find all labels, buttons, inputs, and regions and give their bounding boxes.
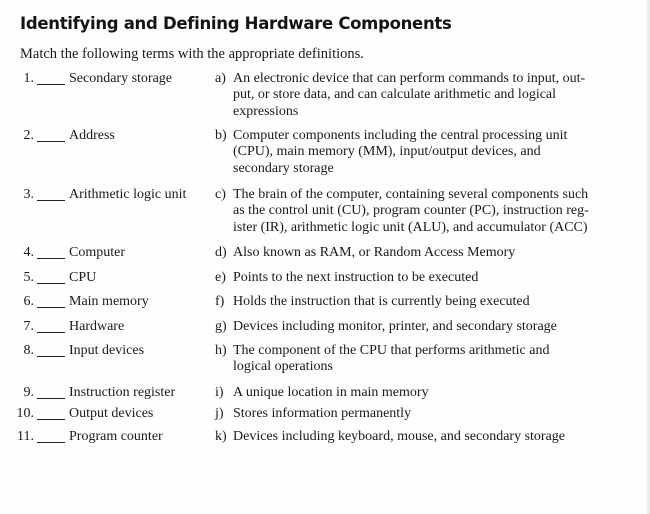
definition-line: expressions [233, 103, 299, 119]
term-label: Address [69, 128, 115, 143]
term-label: Hardware [69, 319, 125, 334]
definition-letter: f) [215, 294, 225, 309]
item-number: 6. [23, 294, 34, 309]
definition-text [233, 294, 593, 310]
answer-blank [37, 84, 65, 85]
answer-blank [37, 419, 65, 420]
definition-line: A unique location in main memory [233, 385, 429, 400]
term-label: Instruction register [69, 385, 176, 400]
answer-blank [37, 307, 65, 308]
item-number: 11. [17, 429, 34, 444]
page-title: Identifying and Defining Hardware Components [20, 14, 452, 33]
definition-line: logical operations [233, 359, 333, 375]
instructions: Match the following terms with the appropriate definitions. [20, 46, 364, 62]
definition-letter: a) [215, 71, 226, 86]
definition-text [233, 71, 593, 120]
definition-line: ister (IR), arithmetic logic unit (ALU), and accumulator (ACC) [233, 219, 588, 235]
answer-blank [37, 356, 65, 357]
answer-blank [37, 258, 65, 259]
definition-letter: i) [215, 385, 224, 400]
term-label: Program counter [69, 429, 163, 444]
term-label: CPU [69, 270, 97, 285]
definition-line: Holds the instruction that is currently being executed [233, 294, 530, 309]
answer-blank [37, 200, 65, 201]
definition-text [233, 270, 593, 286]
definition-text [233, 406, 593, 422]
page-edge-shadow [646, 0, 650, 514]
answer-blank [37, 283, 65, 284]
definition-line: The component of the CPU that performs arithmetic and [233, 343, 550, 358]
term-label: Main memory [69, 294, 149, 309]
item-number: 3. [23, 187, 34, 202]
definition-line: (CPU), main memory (MM), input/output devices, and [233, 144, 541, 160]
item-number: 10. [16, 406, 34, 421]
definition-line: as the control unit (CU), program counter (PC), instruction reg- [233, 203, 589, 219]
item-number: 4. [23, 245, 34, 260]
answer-blank [37, 442, 65, 443]
definition-letter: c) [215, 187, 226, 202]
definition-line: Points to the next instruction to be executed [233, 270, 479, 285]
definition-letter: g) [215, 319, 227, 334]
definition-line: Stores information permanently [233, 406, 412, 421]
item-number: 1. [23, 71, 34, 86]
term-label: Arithmetic logic unit [69, 187, 187, 202]
definition-text [233, 187, 593, 236]
answer-blank [37, 332, 65, 333]
item-number: 9. [23, 385, 34, 400]
answer-blank [37, 398, 65, 399]
definition-line: The brain of the computer, containing several components such [233, 187, 589, 202]
definition-line: secondary storage [233, 160, 334, 176]
definition-letter: b) [215, 128, 227, 143]
definition-text [233, 385, 593, 401]
definition-line: Devices including monitor, printer, and secondary storage [233, 319, 557, 334]
definition-line: Also known as RAM, or Random Access Memory [233, 245, 516, 260]
definition-letter: h) [215, 343, 227, 358]
term-label: Secondary storage [69, 71, 173, 86]
definition-letter: k) [215, 429, 227, 444]
definition-letter: j) [215, 406, 224, 421]
definition-text [233, 343, 593, 376]
item-number: 5. [23, 270, 34, 285]
definition-line: An electronic device that can perform commands to input, out- [233, 71, 586, 86]
item-number: 7. [23, 319, 34, 334]
definition-text [233, 319, 593, 335]
item-number: 8. [23, 343, 34, 358]
definition-text [233, 429, 593, 445]
answer-blank [37, 141, 65, 142]
definition-line: Devices including keyboard, mouse, and secondary storage [233, 429, 566, 444]
term-label: Input devices [69, 343, 145, 358]
definition-text [233, 245, 593, 261]
term-label: Output devices [69, 406, 154, 421]
item-number: 2. [23, 128, 34, 143]
definition-text [233, 128, 593, 177]
term-label: Computer [69, 245, 125, 260]
definition-line: put, or store data, and can calculate arithmetic and logical [233, 87, 557, 103]
definition-letter: e) [215, 270, 226, 285]
definition-letter: d) [215, 245, 227, 260]
definition-line: Computer components including the central processing unit [233, 128, 568, 143]
